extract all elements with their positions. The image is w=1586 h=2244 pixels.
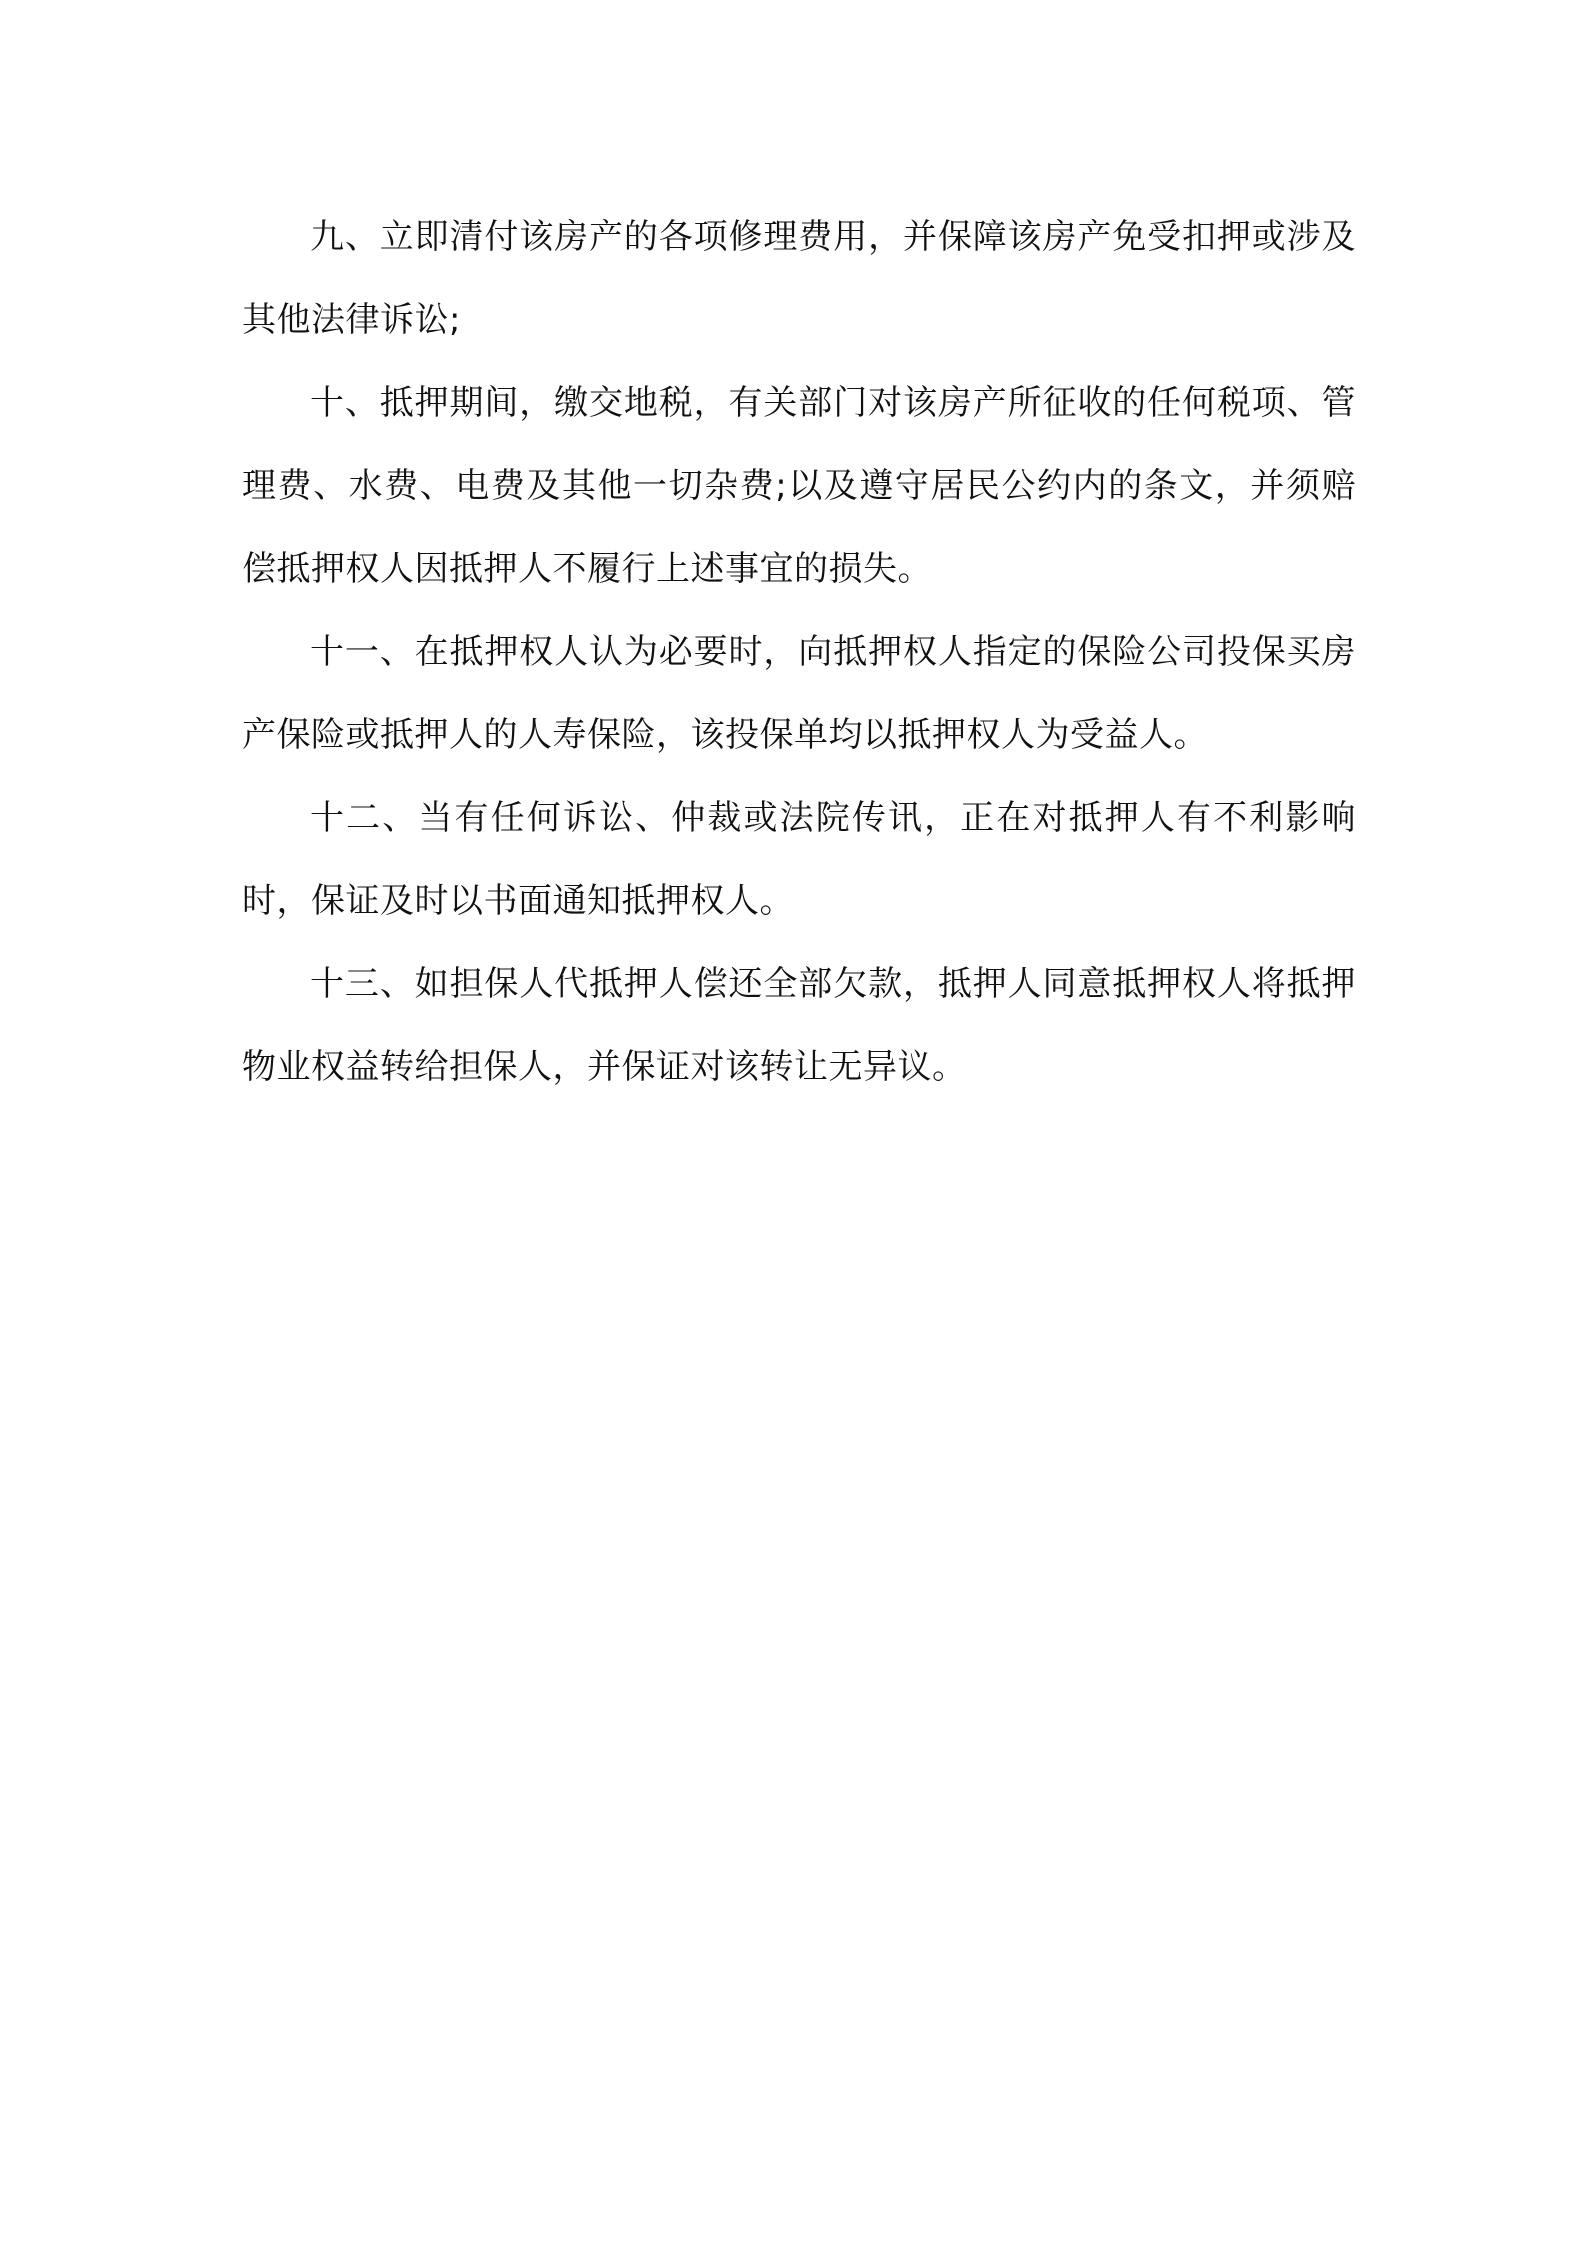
clause-11: 十一、在抵押权人认为必要时，向抵押权人指定的保险公司投保买房产保险或抵押人的人寿保险，该投保单均以抵押权人为受益人。	[242, 632, 1356, 755]
clause-10: 十、抵押期间，缴交地税，有关部门对该房产所征收的任何税项、管理费、水费、电费及其他一切杂费;以及遵守居民公约内的条文，并须赔偿抵押权人因抵押人不履行上述事宜的损失。	[242, 383, 1356, 589]
clause-13: 十三、如担保人代抵押人偿还全部欠款，抵押人同意抵押权人将抵押物业权益转给担保人，并保证对该转让无异议。	[242, 964, 1356, 1087]
clause-9: 九、立即清付该房产的各项修理费用，并保障该房产免受扣押或涉及其他法律诉讼;	[242, 217, 1356, 340]
clause-12: 十二、当有任何诉讼、仲裁或法院传讯，正在对抵押人有不利影响时，保证及时以书面通知抵押权人。	[242, 798, 1356, 921]
document-body	[242, 196, 1356, 1109]
